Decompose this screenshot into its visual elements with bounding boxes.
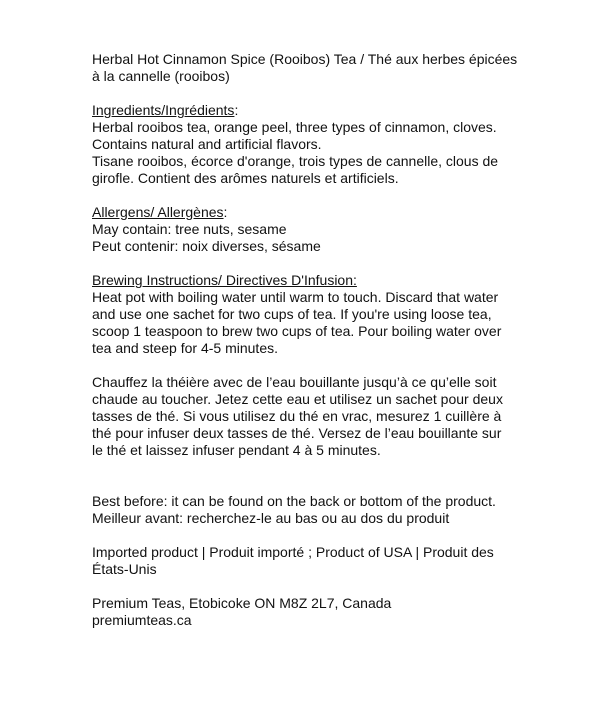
brewing-english-line: and use one sachet for two cups of tea. If you're using loose tea, <box>92 306 492 322</box>
brewing-french-line: Chauffez la théière avec de l’eau bouillante jusqu’à ce qu’elle soit <box>92 374 497 390</box>
ingredients-heading <box>92 102 592 119</box>
brewing-english-line: tea and steep for 4-5 minutes. <box>92 340 278 356</box>
brewing-section <box>92 272 592 459</box>
best-before-section <box>92 493 592 527</box>
allergens-heading-text: Allergens/ Allergènes <box>92 204 224 220</box>
company-section <box>92 595 592 629</box>
spacer <box>92 85 592 102</box>
spacer <box>92 357 592 374</box>
ingredients-line: girofle. Contient des arômes naturels et artificiels. <box>92 170 399 186</box>
title-line: à la cannelle (rooibos) <box>92 68 230 84</box>
ingredients-heading-text: Ingredients/Ingrédients <box>92 102 235 118</box>
brewing-english-line: scoop 1 teaspoon to brew two cups of tea. Pour boiling water over <box>92 323 502 339</box>
company-address: Premium Teas, Etobicoke ON M8Z 2L7, Canada <box>92 595 392 611</box>
brewing-heading: Brewing Instructions/ Directives D'Infusion: <box>92 272 357 288</box>
ingredients-line: Contains natural and artificial flavors. <box>92 136 322 152</box>
spacer <box>92 578 592 595</box>
spacer <box>92 459 592 493</box>
ingredients-heading-colon: : <box>234 102 239 118</box>
origin-section <box>92 544 592 578</box>
product-title <box>92 51 592 85</box>
label-document <box>92 51 592 629</box>
brewing-french-line: chaude au toucher. Jetez cette eau et utilisez un sachet pour deux <box>92 391 503 407</box>
ingredients-section <box>92 102 592 187</box>
spacer <box>92 255 592 272</box>
allergens-line: Peut contenir: noix diverses, sésame <box>92 238 321 254</box>
origin-line: États-Unis <box>92 561 157 577</box>
origin-line: Imported product | Produit importé ; Product of USA | Produit des <box>92 544 494 560</box>
brewing-english-line: Heat pot with boiling water until warm to touch. Discard that water <box>92 289 499 305</box>
allergens-heading <box>92 204 592 221</box>
allergens-section <box>92 204 592 255</box>
allergens-line: May contain: tree nuts, sesame <box>92 221 287 237</box>
brewing-french-line: tasses de thé. Si vous utilisez du thé en vrac, mesurez 1 cuillère à <box>92 408 502 424</box>
best-before-line: Meilleur avant: recherchez-le au bas ou au dos du produit <box>92 510 450 526</box>
brewing-french-line: thé pour infuser deux tasses de thé. Versez de l’eau bouillante sur <box>92 425 502 441</box>
spacer <box>92 187 592 204</box>
ingredients-line: Tisane rooibos, écorce d'orange, trois types de cannelle, clous de <box>92 153 499 169</box>
spacer <box>92 527 592 544</box>
company-website: premiumteas.ca <box>92 612 192 628</box>
brewing-french-line: le thé et laissez infuser pendant 4 à 5 minutes. <box>92 442 381 458</box>
best-before-line: Best before: it can be found on the back or bottom of the product. <box>92 493 496 509</box>
title-line: Herbal Hot Cinnamon Spice (Rooibos) Tea / Thé aux herbes épicées <box>92 51 518 67</box>
allergens-heading-colon: : <box>223 204 228 220</box>
ingredients-line: Herbal rooibos tea, orange peel, three types of cinnamon, cloves. <box>92 119 497 135</box>
